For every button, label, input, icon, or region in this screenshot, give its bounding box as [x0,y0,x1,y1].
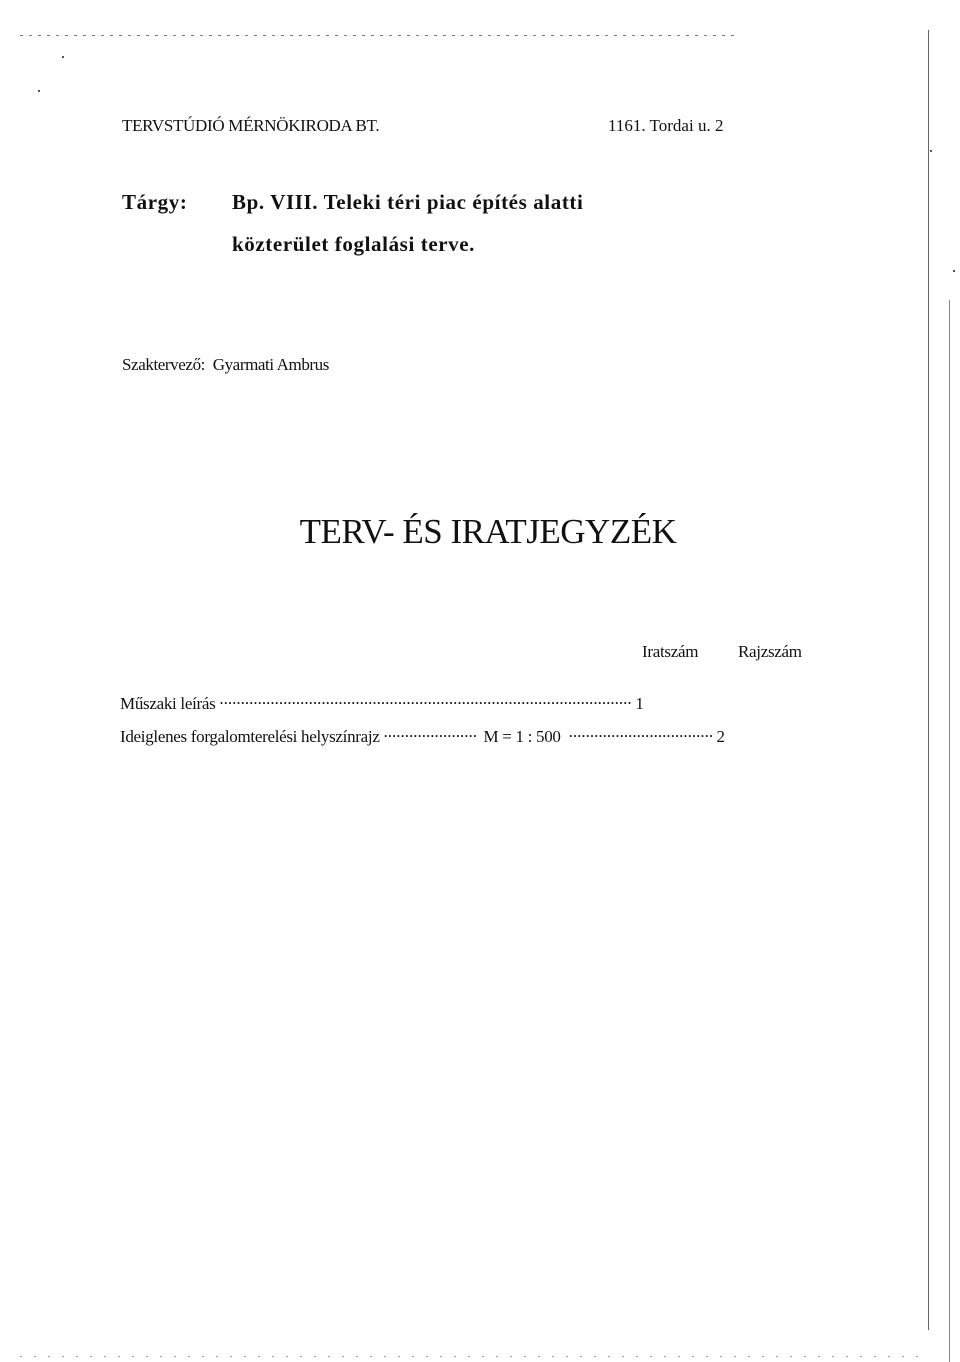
item-label: Ideiglenes forgalomterelési helyszínrajz [120,727,380,746]
scan-speck [38,90,40,92]
designer-name: Gyarmati Ambrus [212,355,329,374]
scan-speck [953,270,955,272]
subject-line-2: közterület foglalási terve. [232,232,476,256]
scan-edge-line [928,30,929,1330]
designer-label: Szaktervező: [122,355,205,374]
item-document-number: 1 [635,694,644,713]
subject-label: Tárgy: [122,190,188,214]
list-item [120,722,725,747]
item-drawing-number: 2 [716,727,725,746]
company-name: TERVSTÚDIÓ MÉRNÖKIRODA BT. [122,116,380,135]
subject-line-1: Bp. VIII. Teleki téri piac építés alatti [232,190,584,214]
scan-edge-line [949,300,950,1362]
page-title: TERV- ÉS IRATJEGYZÉK [299,512,677,551]
scan-top-noise [20,35,740,36]
dot-leader [569,722,713,742]
list-item [120,689,644,714]
item-scale: M = 1 : 500 [483,727,561,746]
scan-bottom-noise [20,1356,920,1357]
scan-speck [62,56,64,58]
column-header-drawing-number: Rajzszám [738,642,802,661]
dot-leader [219,689,631,709]
dot-leader [384,722,476,742]
column-header-document-number: Iratszám [642,642,699,661]
scan-speck [930,150,932,152]
item-label: Műszaki leírás [120,694,216,713]
company-address: 1161. Tordai u. 2 [608,116,724,135]
designer-line [122,355,329,375]
